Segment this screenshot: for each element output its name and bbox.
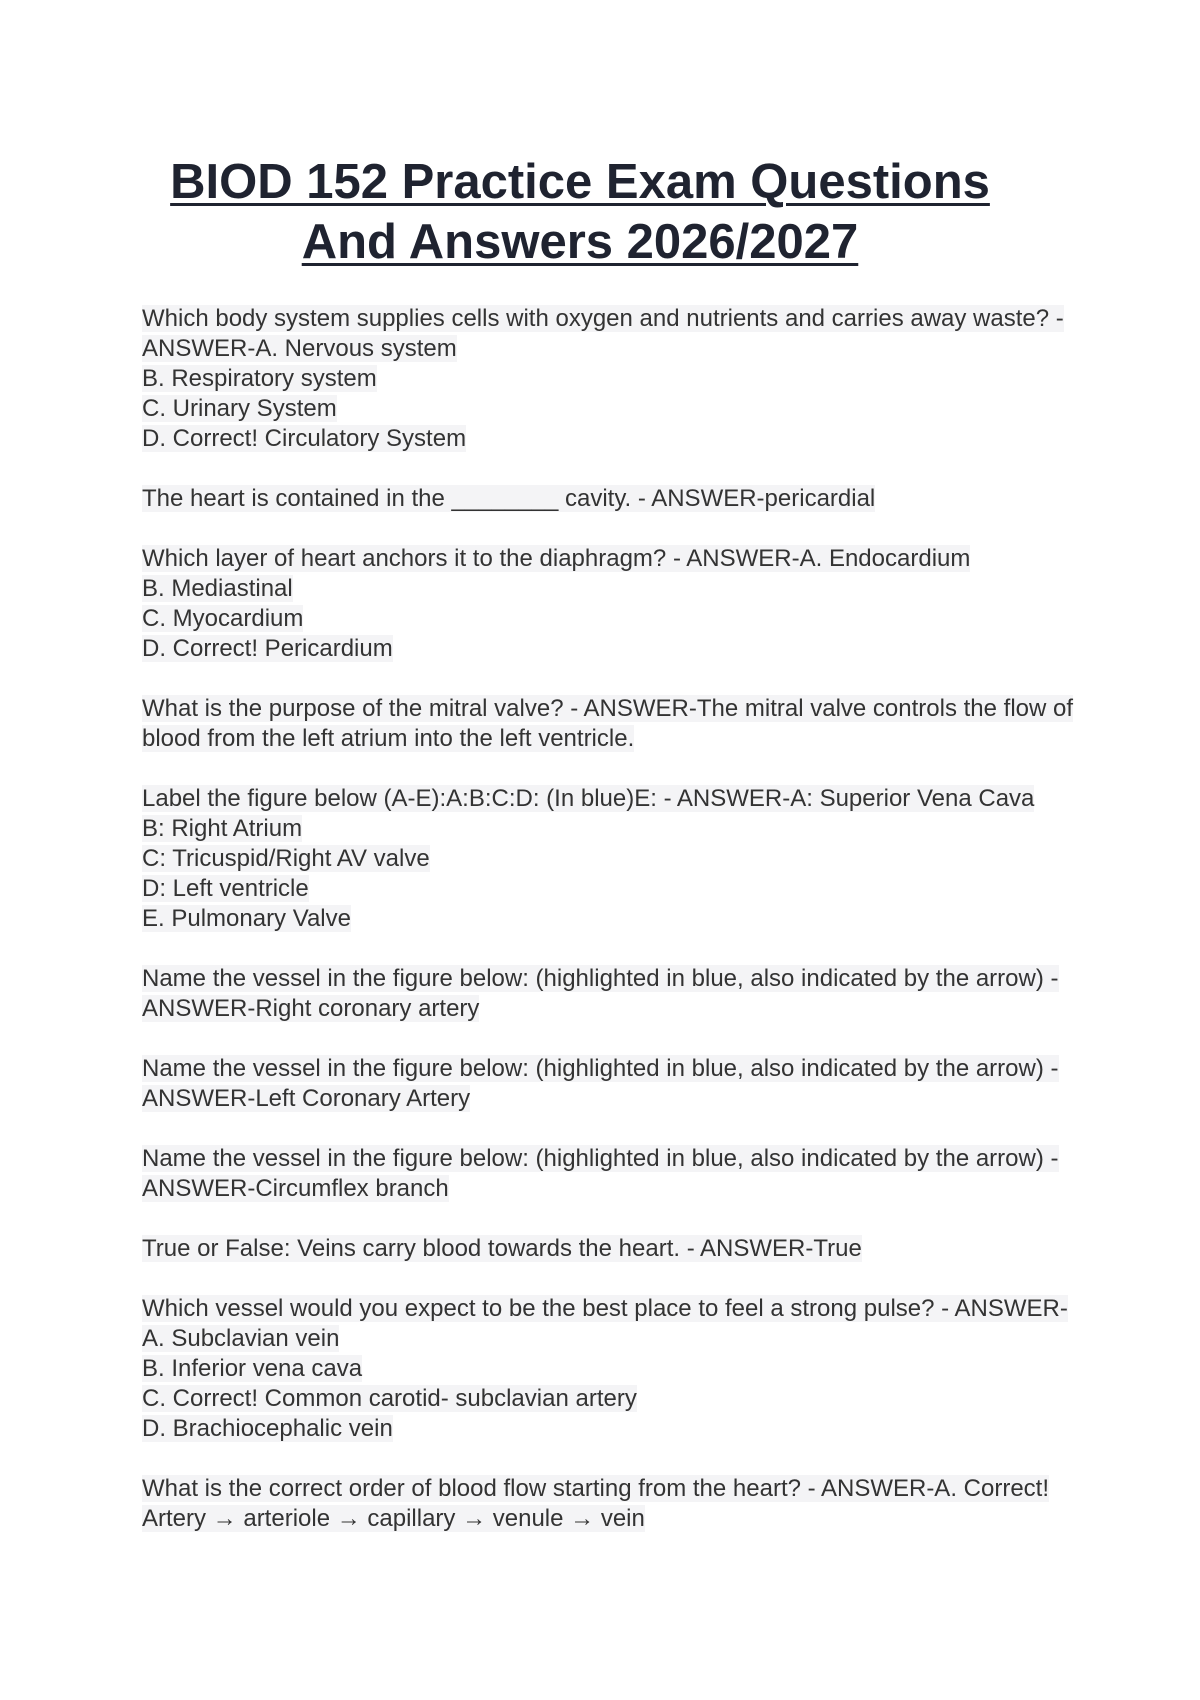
qa-line: B: Right Atrium — [142, 815, 303, 842]
qa-line: C. Urinary System — [142, 395, 337, 422]
qa-line: B. Mediastinal — [142, 575, 293, 602]
title-line-1: BIOD 152 Practice Exam Questions — [170, 155, 990, 209]
qa-line: C. Myocardium — [142, 605, 304, 632]
qa-line: blood from the left atrium into the left ventricle. — [142, 725, 635, 752]
qa-line: D. Brachiocephalic vein — [142, 1415, 393, 1442]
qa-item — [142, 1144, 1062, 1204]
qa-item — [142, 964, 1062, 1024]
qa-line: Name the vessel in the figure below: (highlighted in blue, also indicated by the arrow) - — [142, 1055, 1059, 1082]
qa-line: D. Correct! Circulatory System — [142, 425, 467, 452]
qa-line: ANSWER-A. Nervous system — [142, 335, 457, 362]
qa-item — [142, 544, 1062, 664]
qa-line: True or False: Veins carry blood towards the heart. - ANSWER-True — [142, 1235, 862, 1262]
qa-item — [142, 1054, 1062, 1114]
qa-line: What is the purpose of the mitral valve? - ANSWER-The mitral valve controls the flow of — [142, 695, 1074, 722]
qa-item — [142, 1474, 1062, 1534]
qa-line: C. Correct! Common carotid- subclavian artery — [142, 1385, 637, 1412]
qa-item — [142, 694, 1074, 754]
qa-line: ANSWER-Left Coronary Artery — [142, 1085, 471, 1112]
qa-line: Name the vessel in the figure below: (highlighted in blue, also indicated by the arrow) - — [142, 965, 1059, 992]
title-line-2: And Answers 2026/2027 — [301, 215, 859, 269]
qa-line: C: Tricuspid/Right AV valve — [142, 845, 430, 872]
qa-line: ANSWER-Circumflex branch — [142, 1175, 449, 1202]
qa-line: ANSWER-Right coronary artery — [142, 995, 480, 1022]
qa-line: The heart is contained in the ________ cavity. - ANSWER-pericardial — [142, 485, 876, 512]
qa-list — [142, 304, 1074, 1564]
qa-item — [142, 304, 1062, 454]
qa-line: Artery → arteriole → capillary → venule → vein — [142, 1505, 645, 1532]
qa-line: Which body system supplies cells with oxygen and nutrients and carries away waste? - — [142, 305, 1064, 332]
qa-line: D: Left ventricle — [142, 875, 309, 902]
qa-line: Name the vessel in the figure below: (highlighted in blue, also indicated by the arrow) - — [142, 1145, 1059, 1172]
qa-line: What is the correct order of blood flow starting from the heart? - ANSWER-A. Correct! — [142, 1475, 1049, 1502]
qa-item — [142, 784, 1062, 934]
qa-item — [142, 1294, 1068, 1444]
qa-line: Which layer of heart anchors it to the diaphragm? - ANSWER-A. Endocardium — [142, 545, 971, 572]
qa-line: Label the figure below (A-E):A:B:C:D: (In blue)E: - ANSWER-A: Superior Vena Cava — [142, 785, 1035, 812]
qa-line: B. Inferior vena cava — [142, 1355, 363, 1382]
qa-item — [142, 1234, 1062, 1264]
qa-line: E. Pulmonary Valve — [142, 905, 351, 932]
document-title — [0, 152, 1160, 272]
qa-line: Which vessel would you expect to be the best place to feel a strong pulse? - ANSWER- — [142, 1295, 1068, 1322]
qa-line: B. Respiratory system — [142, 365, 377, 392]
qa-line: D. Correct! Pericardium — [142, 635, 393, 662]
qa-item — [142, 484, 1062, 514]
qa-line: A. Subclavian vein — [142, 1325, 340, 1352]
